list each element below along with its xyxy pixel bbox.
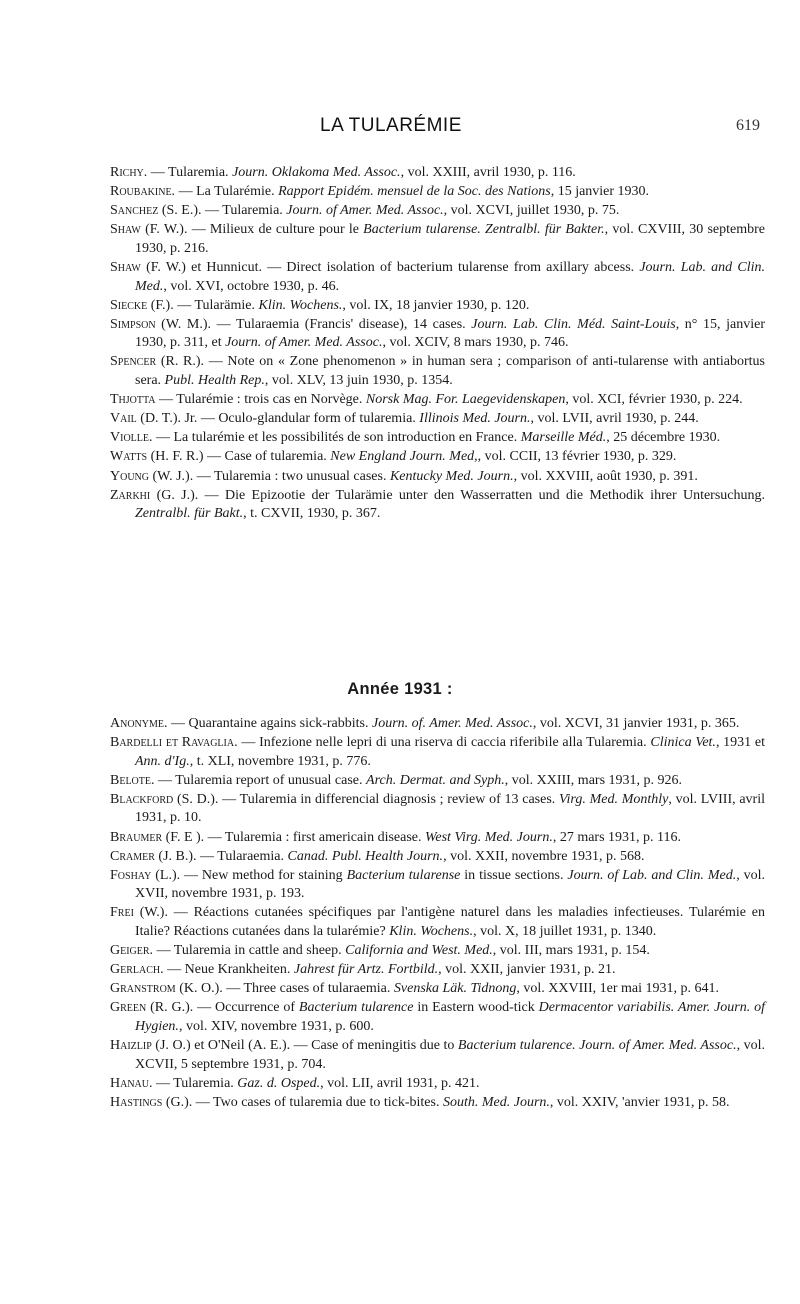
reference-entry (110, 904, 765, 941)
reference-author: Shaw (110, 222, 141, 238)
page-header (160, 115, 760, 139)
reference-author: Haizlip (110, 1038, 152, 1054)
reference-text: (W.). — Réactions cutanées spécifiques par l'antigène naturel dans les maladies infectieuses. Tularémie en Italie? Réactions cutanées dans la tularémie? (133, 905, 765, 940)
reference-text: (F. E ). — Tularemia : first americain disease. (162, 829, 426, 845)
reference-source: California and West. Med. (345, 943, 493, 959)
reference-text: (F. W.). — Milieux de culture pour le (140, 222, 364, 238)
reference-text: (H. F. R.) — Case of tularemia. (147, 449, 331, 465)
reference-text: , vol. X, 18 juillet 1931, p. 1340. (473, 924, 657, 940)
reference-text: — Tularemia. (147, 165, 233, 180)
reference-source: Klin. Wochens. (389, 924, 474, 940)
reference-text: — Tularemia report of unusual case. (154, 772, 367, 788)
reference-text: , vol. XXII, janvier 1931, p. 21. (438, 962, 616, 978)
reference-author: Spencer (110, 354, 157, 370)
reference-source: Bacterium tularence (298, 1000, 414, 1016)
reference-author: Belote. (110, 772, 155, 788)
reference-author: Geiger. (110, 943, 154, 959)
reference-entry (110, 734, 765, 771)
reference-author: Anonyme. (110, 716, 168, 731)
reference-author: Bardelli et Ravaglia. (110, 735, 238, 751)
reference-text: (K. O.). — Three cases of tularaemia. (175, 981, 394, 997)
reference-text: — Tularemia. (152, 1075, 238, 1091)
reference-text: (R. G.). — Occurrence of (146, 1000, 299, 1016)
reference-source: Journ. of Amer. Med. Assoc. (225, 335, 383, 351)
reference-text: , vol. XIV, novembre 1931, p. 600. (178, 1019, 374, 1034)
reference-source: South. Med. Journ. (442, 1094, 550, 1110)
reference-author: Richy. (110, 165, 148, 180)
reference-text: (S. E.). — Tularemia. (158, 203, 287, 219)
reference-entry (110, 1094, 765, 1113)
reference-text: , vol. XCVI, 31 janvier 1931, p. 365. (532, 716, 740, 731)
reference-entry (110, 1037, 765, 1074)
reference-author: Thjotta (110, 392, 156, 408)
reference-text: , vol. III, mars 1931, p. 154. (492, 943, 650, 959)
reference-source: Kentucky Med. Journ. (389, 468, 514, 484)
reference-entry (110, 259, 765, 296)
reference-entry (110, 391, 765, 410)
reference-source: Dermacentor variabilis. Amer. Journ. of Hygien. (135, 1000, 765, 1034)
reference-text: (L.). — New method for staining (151, 867, 347, 883)
reference-entry (110, 715, 765, 734)
reference-author: Green (110, 1000, 147, 1016)
reference-author: Young (110, 468, 149, 484)
reference-text: , vol. XXIII, avril 1930, p. 116. (400, 165, 576, 180)
reference-text: , 15 janvier 1930. (550, 184, 650, 200)
reference-entry (110, 772, 765, 791)
reference-author: Gerlach. (110, 962, 164, 978)
reference-author: Zarkhi (110, 487, 151, 503)
reference-text: (G.). — Two cases of tularemia due to tick-bites. (162, 1094, 443, 1110)
reference-author: Roubakine. (110, 184, 176, 200)
reference-author: Vail (110, 411, 137, 427)
bibliography-1931 (110, 715, 765, 1113)
reference-text: — Quarantaine agains sick-rabbits. (167, 716, 372, 731)
reference-entry (110, 942, 765, 961)
reference-source: Klin. Wochens. (258, 297, 343, 313)
reference-text: (F. W.) et Hunnicut. — Direct isolation of bacterium tularense from axillary abcess. (140, 259, 640, 275)
reference-text: in tissue sections. (460, 867, 568, 883)
reference-source: Journ. of Amer. Med. Assoc. (286, 203, 444, 219)
reference-entry (110, 487, 765, 524)
reference-entry (110, 867, 765, 904)
reference-author: Simpson (110, 316, 156, 332)
reference-text: (J. O.) et O'Neil (A. E.). — Case of meningitis due to (151, 1038, 458, 1054)
reference-text: , vol. XXVIII, 1er mai 1931, p. 641. (516, 981, 719, 997)
reference-text: (J. B.). — Tularaemia. (154, 848, 288, 864)
reference-author: Violle. (110, 430, 153, 446)
reference-text: (G. J.). — Die Epizootie der Tularämie unter den Wasserratten und die Methodik ihrer Untersuchung. (150, 487, 765, 503)
reference-source: Journ. Lab. Clin. Méd. Saint-Louis (471, 316, 676, 332)
reference-author: Siecke (110, 297, 148, 313)
reference-author: Sanchez (110, 203, 159, 219)
reference-entry (110, 848, 765, 867)
reference-text: — La Tularémie. (175, 184, 279, 200)
reference-source: Journ. of. Amer. Med. Assoc. (372, 716, 533, 731)
reference-text: , n° 15, janvier 1930, p. 311, et (135, 316, 765, 351)
reference-text: , 27 mars 1931, p. 116. (552, 829, 682, 845)
reference-source: Journ. Lab. and Clin. Med. (135, 259, 765, 294)
reference-entry (110, 961, 765, 980)
reference-entry (110, 999, 765, 1036)
reference-text: , vol. XVI, octobre 1930, p. 46. (163, 278, 340, 294)
reference-text: , vol. XXVIII, août 1930, p. 391. (513, 468, 698, 484)
reference-text: , t. XLI, novembre 1931, p. 776. (189, 753, 371, 769)
reference-entry (110, 468, 765, 487)
reference-source: Publ. Health Rep. (164, 373, 265, 389)
reference-source: Clinica Vet. (650, 735, 716, 751)
reference-text: — Tularemia in cattle and sheep. (153, 943, 346, 959)
reference-text: , vol. XXIII, mars 1931, p. 926. (504, 772, 683, 788)
reference-text: (D. T.). Jr. — Oculo-glandular form of tularemia. (136, 411, 420, 427)
reference-text: — La tularémie et les possibilités de son introduction en France. (152, 430, 521, 446)
reference-source: Svenska Läk. Tidnong (393, 981, 517, 997)
reference-entry (110, 353, 765, 390)
reference-source: Illinois Med. Journ. (419, 411, 531, 427)
reference-author: Braumer (110, 829, 163, 845)
reference-source: Arch. Dermat. and Syph. (366, 772, 505, 788)
reference-author: Granstrom (110, 981, 176, 997)
reference-text: , vol. XXII, novembre 1931, p. 568. (443, 848, 645, 864)
reference-entry (110, 316, 765, 353)
reference-author: Hanau. (110, 1075, 153, 1091)
reference-source: Bacterium tularense (346, 867, 461, 883)
reference-source: Ann. d'Ig. (135, 753, 190, 769)
reference-entry (110, 1075, 765, 1094)
reference-text: , vol. XVII, novembre 1931, p. 193. (135, 867, 765, 902)
reference-author: Frei (110, 905, 134, 921)
reference-text: (R. R.). — Note on « Zone phenomenon » in human sera ; comparison of anti-tularense with antiabortus sera. (135, 354, 765, 389)
reference-text: , vol. XCI, février 1930, p. 224. (565, 392, 743, 408)
reference-source: Journ. of Lab. and Clin. Med. (567, 867, 737, 883)
reference-text: , vol. XCVI, juillet 1930, p. 75. (443, 203, 620, 219)
reference-text: , vol. CXVIII, 30 septembre 1930, p. 216. (135, 222, 766, 256)
reference-text: , vol. XLV, 13 juin 1930, p. 1354. (264, 373, 453, 389)
reference-text: (S. D.). — Tularemia in differencial diagnosis ; review of 13 cases. (173, 791, 560, 807)
reference-source: West Virg. Med. Journ. (425, 829, 553, 845)
reference-entry (110, 221, 765, 258)
reference-text: ,, vol. CCII, 13 février 1930, p. 329. (474, 449, 677, 465)
reference-source: Virg. Med. Monthly (559, 791, 669, 807)
reference-source: Marseille Méd. (520, 430, 607, 446)
reference-source: Canad. Publ. Health Journ. (287, 848, 444, 864)
reference-source: Jahrest für Artz. Fortbild. (293, 962, 439, 978)
reference-author: Foshay (110, 867, 152, 883)
reference-entry (110, 164, 765, 183)
reference-source: Bacterium tularence. Journ. of Amer. Med. Assoc. (457, 1038, 737, 1054)
reference-text: , vol. XCVII, 5 septembre 1931, p. 704. (135, 1038, 765, 1072)
reference-text: , vol. XCIV, 8 mars 1930, p. 746. (382, 335, 569, 351)
reference-source: Journ. Oklakoma Med. Assoc. (232, 165, 401, 180)
reference-text: — Tularémie : trois cas en Norvège. (155, 392, 366, 408)
page-number: 619 (736, 117, 760, 134)
reference-source: New England Journ. Med (330, 449, 475, 465)
reference-text: (F.). — Tularämie. (147, 297, 259, 313)
reference-author: Watts (110, 449, 148, 465)
reference-entry (110, 297, 765, 316)
reference-text: , t. CXVII, 1930, p. 367. (243, 506, 381, 522)
reference-text: , 25 décembre 1930. (606, 430, 721, 446)
reference-text: — Infezione nelle lepri di una riserva di caccia riferibile alla Tularemia. (237, 735, 651, 751)
reference-text: — Neue Krankheiten. (163, 962, 294, 978)
reference-source: Gaz. d. Osped. (237, 1075, 321, 1091)
reference-entry (110, 183, 765, 202)
reference-author: Blackford (110, 791, 174, 807)
reference-text: , 1931 et (715, 735, 766, 751)
bibliography-1930 (110, 164, 765, 524)
reference-source: Rapport Epidém. mensuel de la Soc. des Nations (278, 184, 551, 200)
running-title: LA TULARÉMIE (320, 115, 462, 136)
reference-source: Bacterium tularense. Zentralbl. für Bakter. (363, 222, 605, 238)
reference-author: Cramer (110, 848, 155, 864)
reference-entry (110, 202, 765, 221)
reference-entry (110, 410, 765, 429)
reference-entry (110, 448, 765, 467)
reference-text: (W. M.). — Tularaemia (Francis' disease), 14 cases. (155, 316, 472, 332)
section-heading-1931: Année 1931 : (347, 680, 453, 698)
reference-text: (W. J.). — Tularemia : two unusual cases. (149, 468, 390, 484)
reference-author: Shaw (110, 259, 141, 275)
reference-entry (110, 829, 765, 848)
reference-entry (110, 980, 765, 999)
reference-source: Norsk Mag. For. Laegevidenskapen (365, 392, 566, 408)
reference-text: , vol. LVIII, avril 1931, p. 10. (135, 791, 765, 826)
reference-entry (110, 791, 765, 828)
reference-text: , vol. XXIV, 'anvier 1931, p. 58. (549, 1094, 730, 1110)
reference-text: in Eastern wood-tick (413, 1000, 539, 1016)
reference-text: , vol. IX, 18 janvier 1930, p. 120. (342, 297, 530, 313)
reference-entry (110, 429, 765, 448)
reference-author: Hastings (110, 1094, 163, 1110)
reference-text: , vol. LII, avril 1931, p. 421. (320, 1075, 480, 1091)
reference-source: Zentralbl. für Bakt. (135, 506, 244, 522)
reference-text: , vol. LVII, avril 1930, p. 244. (530, 411, 699, 427)
